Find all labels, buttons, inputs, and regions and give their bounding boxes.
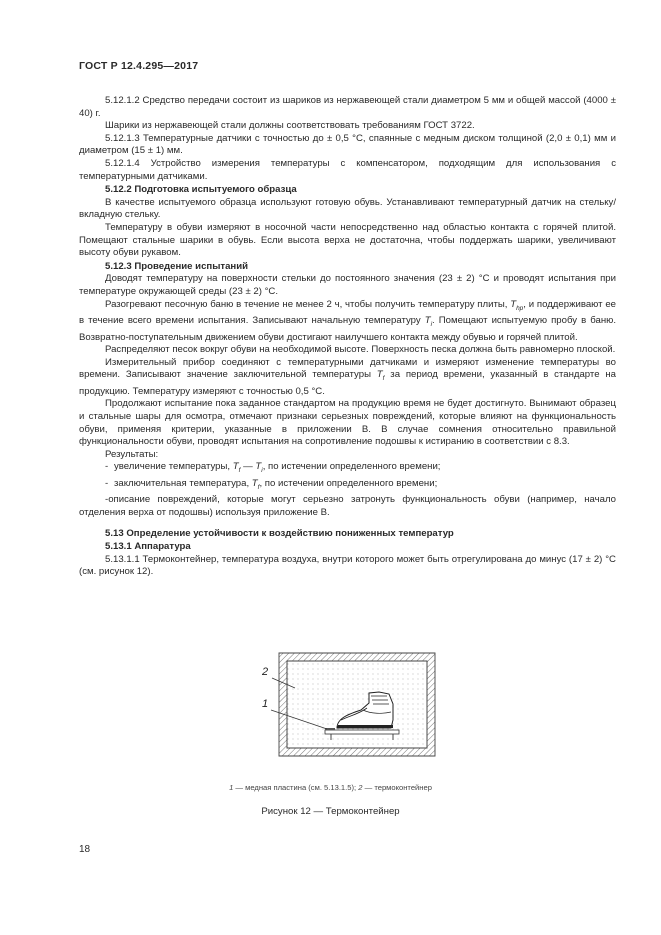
label-2: 2 xyxy=(262,666,269,678)
figure-legend xyxy=(0,783,661,792)
symbol: T xyxy=(232,461,239,473)
paragraph: Продолжают испытание пока заданное стандартом на продукцию время не будет достигнуто. Вынимают образец и стальные шары для осмотра, отмечают признаки серьезных повреждений, которые влияют на функциональность обуви, применяя критерии, указанные в приложении В. В случае сомнения относительно правильной функциональности обуви, проводят испытания на сопротивление подошвы к истиранию в соответствии с 8.3. xyxy=(79,398,616,448)
text-run: за период времени, указанный в стандарте на продукцию. Температуру измеряют с точностью 0,5 °С. xyxy=(79,369,616,397)
symbol: T xyxy=(424,315,431,326)
text-run: . Помещают испытуемую пробу в баню. Возвратно-поступательным движением обуви достигают наилучшего контакта между обувью и горячей плитой. xyxy=(79,315,616,343)
paragraph: 5.12.1.4 Устройство измерения температуры с компенсатором, подходящим для использования с температурными датчиками. xyxy=(79,157,616,182)
dash-marker: - xyxy=(105,461,109,473)
text-run: , по истечении определенного времени; xyxy=(259,477,438,489)
text-run: , и поддерживают ее в течение всего времени испытания. Записывают начальную температуру xyxy=(79,298,617,326)
page-number: 18 xyxy=(79,844,91,855)
legend-text: — термоконтейнер xyxy=(364,783,432,792)
subscript: i xyxy=(430,320,433,328)
paragraph: Доводят температуру на поверхности стельки до постоянного значения (23 ± 2) °С и проводят испытания при температуре окружающей среды (23 ± 2) °С. xyxy=(79,273,616,297)
paragraph: 5.12.1.2 Средство передачи состоит из шариков из нержавеющей стали диаметром 5 мм и общей массой (4000 ± 40) г. xyxy=(79,95,616,119)
paragraph: 5.13.1.1 Термоконтейнер, температура воздуха, внутри которого может быть отрегулирована до минус (17 ± 2) °С (см. рисунок 12). xyxy=(79,553,616,578)
legend-number: 2 xyxy=(358,783,363,792)
paragraph: Шарики из нержавеющей стали должны соответствовать требованиям ГОСТ 3722. xyxy=(105,120,475,132)
symbol: T xyxy=(255,461,262,473)
section-heading: 5.12.2 Подготовка испытуемого образца xyxy=(105,184,297,196)
text-run: Разогревают песочную баню в течение не менее 2 ч, чтобы получить температуру плиты, xyxy=(105,298,508,310)
dash-marker: - xyxy=(105,477,109,489)
symbol: T xyxy=(251,477,258,489)
document-body xyxy=(79,95,616,579)
paragraph: В качестве испытуемого образца используют готовую обувь. Устанавливают температурный датчик на стельку/вкладную стельку. xyxy=(79,196,616,221)
legend-number: 1 xyxy=(229,783,234,792)
section-heading: 5.13.1 Аппаратура xyxy=(105,541,191,553)
result-item xyxy=(79,478,616,495)
text-run: , по истечении определенного времени; xyxy=(262,461,441,473)
text-run: — xyxy=(243,461,253,473)
paragraph: Температуру в обуви измеряют в носочной части непосредственно над областью контакта с горячей плитой. Помещают стальные шарики в обувь. Если высота верха не достаточна, чтобы поддержать шарики, увеличивают высоту обуви рукавом. xyxy=(79,221,616,259)
text-run: Измерительный прибор соединяют с температурными датчиками и измеряют изменение температуры во времени. Записывают значение заключительной температуры xyxy=(79,356,616,381)
text-run: заключительная температура, xyxy=(114,477,250,489)
document-header: ГОСТ Р 12.4.295—2017 xyxy=(79,60,199,72)
section-heading: 5.12.3 Проведение испытаний xyxy=(105,260,249,272)
symbol: T xyxy=(376,369,383,381)
container-interior xyxy=(287,661,427,748)
thermocontainer-drawing xyxy=(237,648,457,758)
result-item xyxy=(79,494,616,519)
paragraph: 5.12.1.3 Температурные датчики с точностью до ± 0,5 °С, спаянные с медным диском толщиной (2,0 ± 0,1) мм и диаметром (15 ± 1) мм. xyxy=(79,132,616,157)
subscript: f xyxy=(382,375,385,383)
section-heading: 5.13 Определение устойчивости к воздействию пониженных температур xyxy=(105,527,454,539)
text-run: увеличение температуры, xyxy=(114,461,231,473)
symbol: T xyxy=(510,298,517,310)
subscript: f xyxy=(238,467,241,475)
paragraph-sand-bath xyxy=(79,299,616,345)
label-1: 1 xyxy=(262,698,269,710)
paragraph-meter xyxy=(79,357,616,399)
subscript: hp xyxy=(516,304,524,312)
figure-caption: Рисунок 12 — Термоконтейнер xyxy=(261,806,400,817)
legend-text: — медная пластина (см. 5.13.1.5); xyxy=(235,783,357,792)
dash-marker: - xyxy=(105,494,109,506)
paragraph: Результаты: xyxy=(105,448,159,460)
subscript: f xyxy=(257,483,260,491)
text-run: описание повреждений, которые могут серьезно затронуть функциональность обуви (например, начало отделения верха от подошвы) используя приложение В. xyxy=(79,494,616,518)
figure-thermocontainer xyxy=(237,648,457,758)
copper-plate xyxy=(325,728,335,731)
subscript: i xyxy=(261,467,263,475)
paragraph: Распределяют песок вокруг обуви на необходимой высоте. Поверхность песка должна быть равномерно плоской. xyxy=(105,344,616,356)
result-item xyxy=(79,461,616,478)
shelf xyxy=(325,730,399,734)
